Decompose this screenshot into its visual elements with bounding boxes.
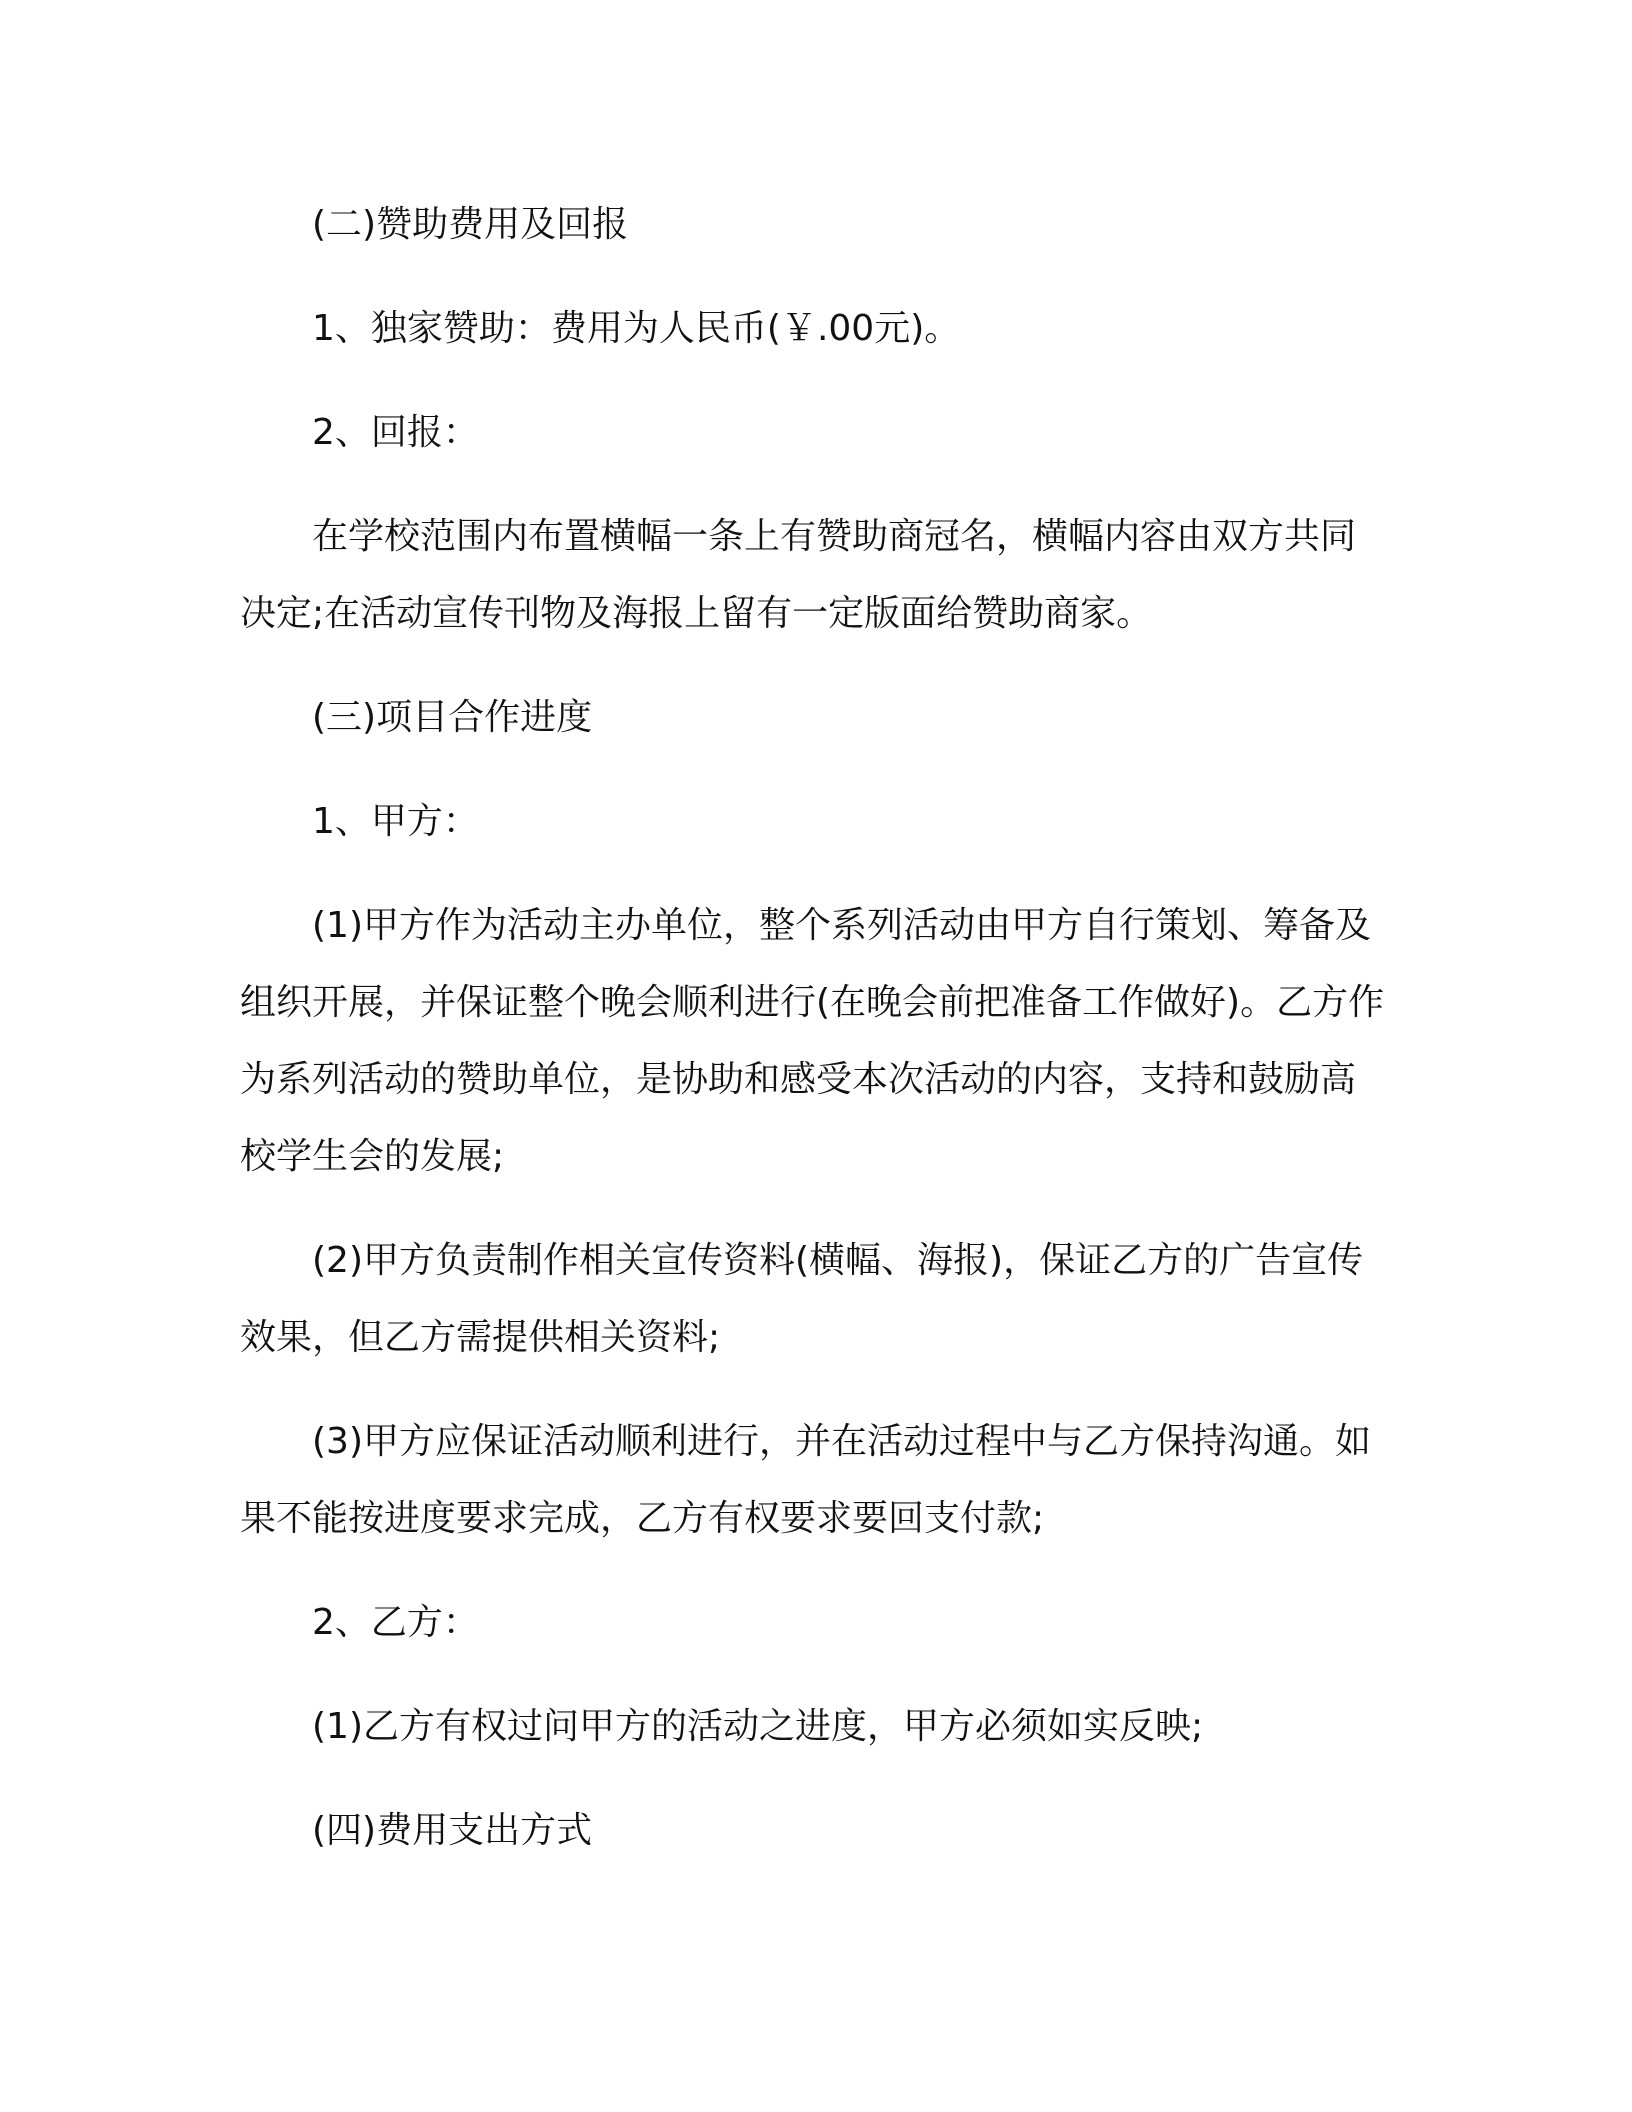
paragraph-return-label: 2、回报：	[312, 412, 479, 453]
paragraph-return-details: 在学校范围内布置横幅一条上有赞助商冠名，横幅内容由双方共同决定;在活动宣传刊物及海报上留有一定版面给赞助商家。	[240, 516, 1357, 634]
paragraph-party-b-label: 2、乙方：	[312, 1602, 479, 1643]
paragraph-party-a-item-3: (3)甲方应保证活动顺利进行，并在活动过程中与乙方保持沟通。如果不能按进度要求完成，乙方有权要求要回支付款;	[240, 1421, 1371, 1539]
section-heading-sponsorship-fees: (二)赞助费用及回报	[312, 204, 629, 245]
paragraph-exclusive-sponsorship: 1、独家赞助：费用为人民币(￥.00元)。	[312, 308, 961, 349]
paragraph-party-a-item-1: (1)甲方作为活动主办单位，整个系列活动由甲方自行策划、筹备及组织开展，并保证整个晚会顺利进行(在晚会前把准备工作做好)。乙方作为系列活动的赞助单位，是协助和感受本次活动的内容，支持和鼓励高校学生会的发展;	[240, 905, 1385, 1177]
section-heading-cooperation-progress: (三)项目合作进度	[312, 697, 593, 738]
paragraph-party-a-label: 1、甲方：	[312, 801, 479, 842]
paragraph-party-b-item-1: (1)乙方有权过问甲方的活动之进度，甲方必须如实反映;	[312, 1706, 1204, 1747]
paragraph-party-a-item-2: (2)甲方负责制作相关宣传资料(横幅、海报)，保证乙方的广告宣传效果，但乙方需提供相关资料;	[240, 1240, 1364, 1358]
document-body	[240, 186, 1390, 1869]
section-heading-payment-method: (四)费用支出方式	[312, 1810, 593, 1851]
